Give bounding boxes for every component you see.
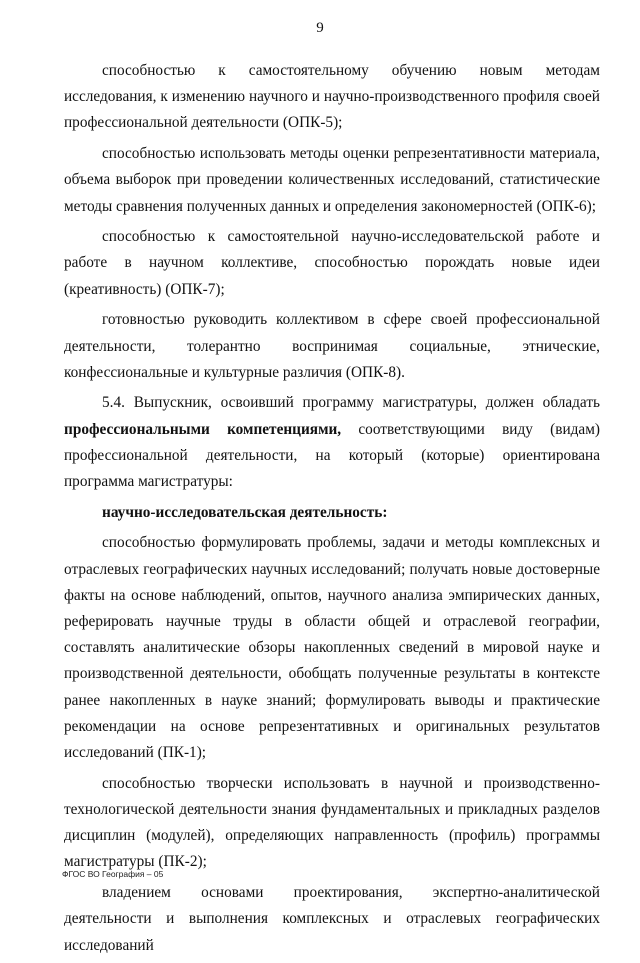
paragraph-opk-5: способностью к самостоятельному обучению новым методам исследования, к изменению научного и научно-производственного профиля своей профессиональной деятельности (ОПК-5); (64, 62, 600, 132)
paragraph-opk-6: способностью использовать методы оценки репрезентативности материала, объема выборок при проведении количественных исследований, статистические методы сравнения полученных данных и определения закономерностей (ОПК-6); (64, 145, 600, 215)
paragraph-opk-8: готовностью руководить коллективом в сфере своей профессиональной деятельности, толерантно воспринимая социальные, этнические, конфессиональные и культурные различия (ОПК-8). (64, 311, 600, 381)
paragraph-pk-2: способностью творчески использовать в научной и производственно-технологической деятельности знания фундаментальных и прикладных разделов дисциплин (модулей), определяющих направленность (профиль) программы магистратуры (ПК-2); (64, 774, 600, 871)
section-heading-research: научно-исследовательская деятельность: (102, 503, 388, 521)
paragraph-opk-7: способностью к самостоятельной научно-исследовательской работе и работе в научном коллективе, способностью порождать новые идеи (креативность) (ОПК-7); (64, 228, 600, 298)
paragraph-pk-3-start: владением основами проектирования, экспертно-аналитической деятельности и выполнения комплексных и отраслевых географических исследований (64, 884, 600, 954)
paragraph-pk-1: способностью формулировать проблемы, задачи и методы комплексных и отраслевых географических научных исследований; получать новые достоверные факты на основе наблюдений, опытов, научного анализа эмпирических данных, реферировать научные труды в области общей и отраслевой географии, составлять аналитические обзоры накопленных сведений в мировой науке и производственной деятельности, обобщать полученные результаты в контексте ранее накопленных в науке знаний; формулировать выводы и практические рекомендации на основе репрезентативных и оригинальных результатов исследований (ПК-1); (64, 534, 600, 762)
page-number: 9 (316, 20, 324, 36)
document-body (64, 58, 600, 963)
paragraph-5-4-intro: 5.4. Выпускник, освоивший программу магистратуры, должен обладать (102, 394, 600, 412)
footer-label: ФГОС ВО География – 05 (62, 869, 164, 879)
paragraph-5-4 (64, 390, 600, 495)
professional-competencies-emphasis: профессиональными компетенциями, (64, 420, 342, 438)
paragraph-5-4-rest: соответствующими виду (видам) профессиональной деятельности, на который (которые) ориентирована программа магистратуры: (64, 420, 600, 491)
